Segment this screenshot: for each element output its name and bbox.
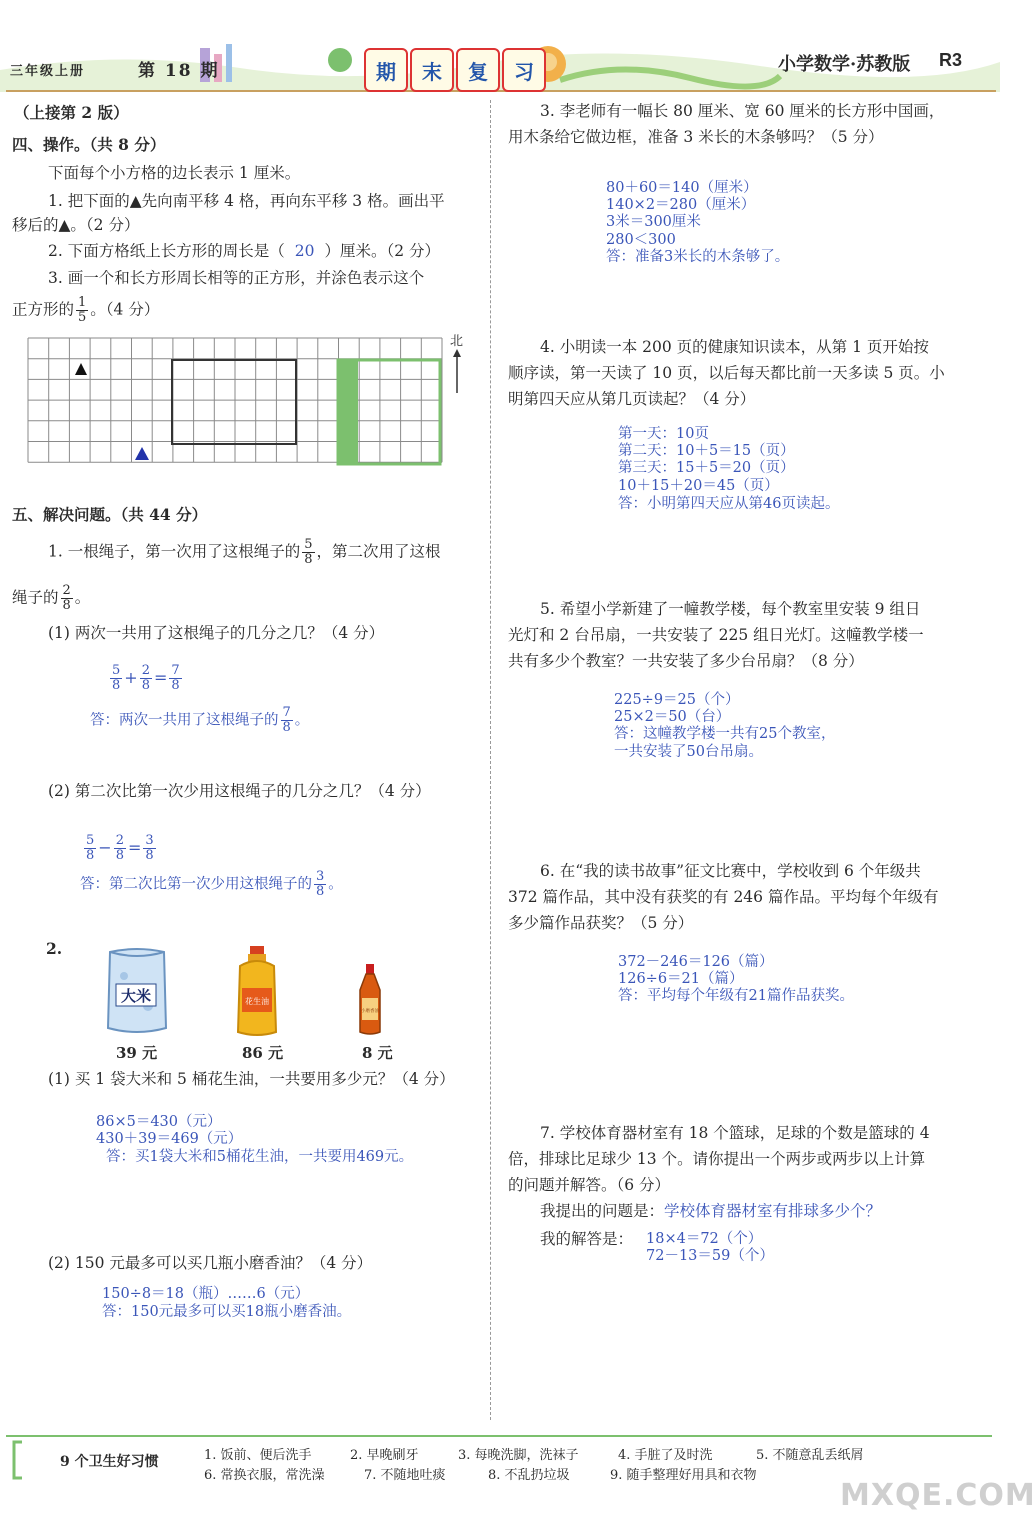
habit-7: 7. 不随地吐痰: [364, 1468, 446, 1483]
badge-xi: 习: [502, 48, 546, 92]
q7-solution-label: 我的解答是：: [540, 1230, 634, 1248]
q4-line1: 4. 小明读一本 200 页的健康知识读本，从第 1 页开始按: [540, 338, 929, 356]
q1-line2: [12, 584, 90, 613]
q2-part1-line1: 86×5＝430（元）: [96, 1114, 222, 1130]
habit-2: 2. 早晚刷牙: [350, 1448, 419, 1463]
fraction-five-eighths: $\frac{5}{8}$: [304, 537, 313, 567]
peanut-oil-image: [234, 946, 280, 1038]
q1-text-b: ，第二次用了这根: [316, 542, 441, 561]
q1-part2-equation: $\frac{5}{8}$ − $\frac{2}{8}$ = $\frac{3}{8}$: [86, 833, 154, 863]
q6-ans-3: 答：平均每个年级有21篇作品获奖。: [618, 988, 854, 1004]
habit-4: 4. 手脏了及时洗: [618, 1448, 713, 1463]
q5-line2: 光灯和 2 台吊扇，一共安装了 225 组日光灯。这幢教学楼一: [508, 626, 924, 644]
badge-mo: 末: [410, 48, 454, 92]
north-indicator: [450, 330, 464, 397]
triangle-moved: [135, 447, 149, 460]
q6-ans-1: 372－246＝126（篇）: [618, 954, 774, 970]
s4-q2-post: ）厘米。（2 分）: [324, 242, 440, 260]
square-shaded-fifth: [338, 360, 358, 464]
q4-ans-5: 答：小明第四天应从第46页读起。: [618, 496, 840, 512]
q3-ans-2: 140×2＝280（厘米）: [606, 197, 756, 213]
q4-line2: 顺序读，第一天读了 10 页，以后每天都比前一天多读 5 页。小: [508, 364, 945, 382]
q2-part2-answer: 答：150元最多可以买18瓶小磨香油。: [102, 1304, 352, 1320]
badge-fu: 复: [456, 48, 500, 92]
q7-question-answer: 学校体育器材室有排球多少个？: [664, 1202, 882, 1220]
sesame-oil-label: 小磨香油: [361, 1009, 379, 1014]
q2-part2: (2) 150 元最多可以买几瓶小磨香油？（4 分）: [48, 1254, 373, 1272]
section-4-intro: 下面每个小方格的边长表示 1 厘米。: [48, 164, 301, 182]
sesame-oil-image: [356, 964, 384, 1036]
s4-q2-pre: 2. 下面方格纸上长方形的周长是（: [48, 242, 285, 260]
q5-ans-2: 25×2＝50（台）: [614, 709, 731, 725]
q7-line2: 倍，排球比足球少 13 个。请你提出一个两步或两步以上计算: [508, 1150, 926, 1168]
q1-part2-answer: 答：第二次比第一次少用这根绳子的 $\frac{3}{8}$ 。: [80, 869, 343, 899]
price-peanut-oil: 86 元: [242, 1044, 284, 1062]
north-label: 北: [450, 334, 464, 349]
fraction-two-eighths: $\frac{2}{8}$: [62, 583, 71, 613]
q1-text-d: 。: [74, 588, 91, 607]
q5-ans-3: 答：这幢教学楼一共有25个教室，: [614, 726, 836, 742]
fraction-one-fifth: $\frac{1}{5}$: [78, 295, 87, 325]
q7-question: [540, 1198, 881, 1224]
s4-q3-points: 。（4 分）: [90, 300, 160, 319]
q1-line1: [48, 538, 441, 567]
q7-line3: 的问题并解答。（6 分）: [508, 1176, 671, 1194]
q2-part1-answer: 答：买1袋大米和5桶花生油，一共要用469元。: [106, 1149, 414, 1165]
north-arrow-icon: [450, 349, 464, 393]
q4-line3: 明第四天应从第几页读起？（4 分）: [508, 390, 756, 408]
q5-line1: 5. 希望小学新建了一幢教学楼，每个教室里安装 9 组日: [540, 600, 921, 618]
q7-line1: 7. 学校体育器材室有 18 个篮球，足球的个数是篮球的 4: [540, 1124, 930, 1142]
badge-qi: 期: [364, 48, 408, 92]
habit-6: 6. 常换衣服，常洗澡: [204, 1468, 325, 1483]
issue-label: 第 18 期: [138, 61, 220, 81]
s4-q2-answer: 20: [294, 242, 315, 260]
q6-line2: 372 篇作品，其中没有获奖的有 246 篇作品。平均每个年级有: [508, 888, 939, 906]
q6-ans-2: 126÷6＝21（篇）: [618, 971, 744, 987]
q6-line3: 多少篇作品获奖？（5 分）: [508, 914, 694, 932]
q1-text-c: 绳子的: [12, 588, 59, 607]
watermark: MXQE.COM: [840, 1478, 1036, 1513]
rice-bag-image: [104, 946, 170, 1036]
q4-ans-1: 第一天：10页: [618, 426, 709, 442]
subject-label: 小学数学·苏教版: [778, 54, 911, 75]
rice-bag-label: 大米: [120, 987, 152, 1005]
s4-q3-text: 正方形的: [12, 300, 75, 319]
q5-ans-4: 一共安装了50台吊扇。: [614, 744, 763, 760]
q3-line1: 3. 李老师有一幅长 80 厘米、宽 60 厘米的长方形中国画，: [540, 102, 945, 120]
section-4-title: 四、操作。（共 8 分）: [12, 135, 166, 154]
q5-line3: 共有多少个教室？一共安装了多少台吊扇？（8 分）: [508, 652, 864, 670]
q1-part1: (1) 两次一共用了这根绳子的几分之几？（4 分）: [48, 624, 385, 642]
price-rice: 39 元: [116, 1044, 158, 1062]
q1-part2: (2) 第二次比第一次少用这根绳子的几分之几？（4 分）: [48, 782, 431, 800]
q1-text-a: 1. 一根绳子，第一次用了这根绳子的: [48, 542, 301, 561]
section-5-title: 五、解决问题。（共 44 分）: [12, 505, 208, 524]
q1-part1-answer: 答：两次一共用了这根绳子的 $\frac{7}{8}$ 。: [90, 705, 310, 735]
q4-ans-4: 10＋15＋20＝45（页）: [618, 478, 779, 494]
continued-note: （上接第 2 版）: [14, 103, 129, 122]
rectangle-shape: [172, 360, 296, 444]
s4-q2: [48, 238, 440, 264]
habit-9: 9. 随手整理好用具和衣物: [610, 1468, 757, 1483]
column-divider: [490, 100, 491, 1420]
footer-title: 9 个卫生好习惯: [60, 1454, 159, 1470]
q7-question-label: 我提出的问题是：: [540, 1202, 665, 1220]
habit-1: 1. 饭前、便后洗手: [204, 1448, 312, 1463]
q3-ans-5: 答：准备3米长的木条够了。: [606, 249, 790, 265]
s4-q3-line1: 3. 画一个和长方形周长相等的正方形，并涂色表示这个: [48, 269, 425, 287]
q5-ans-1: 225÷9＝25（个）: [614, 692, 740, 708]
q1-part1-equation: $\frac{5}{8}$ + $\frac{2}{8}$ = $\frac{7}{8}$: [112, 663, 180, 693]
page-number: R3: [939, 50, 963, 70]
q2-part2-line1: 150÷8＝18（瓶）……6（元）: [102, 1286, 310, 1302]
q4-ans-2: 第二天：10＋5＝15（页）: [618, 443, 795, 459]
peanut-oil-label: 花生油: [245, 997, 269, 1006]
q3-ans-3: 3米＝300厘米: [606, 214, 701, 230]
s4-q1-line1: 1. 把下面的▲先向南平移 4 格，再向东平移 3 格。画出平: [48, 192, 445, 210]
s4-q1-line2: 移后的▲。（2 分）: [12, 216, 140, 234]
q4-ans-3: 第三天：15＋5＝20（页）: [618, 460, 795, 476]
q3-ans-1: 80＋60＝140（厘米）: [606, 180, 758, 196]
habit-5: 5. 不随意乱丢纸屑: [756, 1448, 864, 1463]
habit-3: 3. 每晚洗脚，洗袜子: [458, 1448, 579, 1463]
q6-line1: 6. 在“我的读书故事”征文比赛中，学校收到 6 个年级共: [540, 862, 921, 880]
q3-line2: 用木条给它做边框，准备 3 米长的木条够吗？（5 分）: [508, 128, 884, 146]
q7-sol-2: 72－13＝59（个）: [646, 1248, 774, 1264]
header-rule: [6, 90, 996, 92]
q2-number: 2.: [46, 939, 63, 958]
s4-q3-line2: [12, 296, 159, 325]
grid-paper: [28, 338, 443, 468]
grade-label: 三年级上册: [10, 64, 86, 79]
price-sesame-oil: 8 元: [362, 1044, 393, 1062]
triangle-original: [75, 363, 87, 375]
q2-part1: (1) 买 1 袋大米和 5 桶花生油，一共要用多少元？（4 分）: [48, 1070, 455, 1088]
q7-sol-1: 18×4＝72（个）: [646, 1231, 763, 1247]
q3-ans-4: 280＜300: [606, 232, 676, 248]
footer-bracket-icon: [8, 1440, 26, 1480]
q2-part1-line2: 430＋39＝469（元）: [96, 1131, 243, 1147]
habit-8: 8. 不乱扔垃圾: [488, 1468, 570, 1483]
